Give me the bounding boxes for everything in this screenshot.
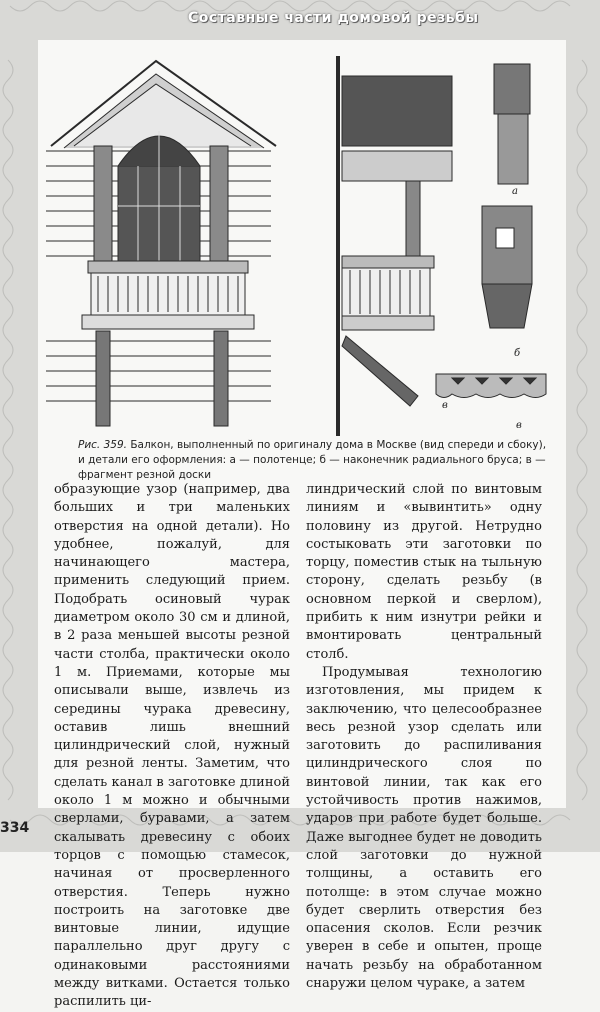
balcony-illustration [46, 56, 561, 436]
right-paragraph-2: Продумывая технологию изготовления, мы придем к заключению, что целесообразнее весь резной узор сделать или заготовить до распиливания цилиндрического слоя по винтовой линии, так как его устойчивость против нажимов, ударов при работе будет больше. Даже выгоднее будет не доводить слой заготовки до нужной толщины, а оставить его потолще: в этом случае можно будет сверлить отверстия без опасения сколов. Если резчик уверен в себе и опытен, проще начать резьбу на обработанном снаружи целом чураке, а затем [306, 664, 542, 992]
caption-line-1: Балкон, выполненный по оригиналу дома в Москве (вид спереди и сбоку), [130, 439, 547, 451]
figure-caption [78, 438, 558, 483]
detail-label-v-inset: в [442, 400, 448, 411]
detail-label-v: в [516, 420, 522, 431]
running-header: Составные части домовой резьбы [188, 10, 479, 26]
right-paragraph-1: линдрический слой по винтовым линиям и «вывинтить» одну половину из другой. Нетрудно состыковать эти заготовки по торцу, поместив стык на тыльную сторону, сделать резьбу (в основном перкой и сверлом), прибить к ним изнутри рейки и вмонтировать центральный столб. [306, 482, 542, 662]
detail-label-b: б [514, 348, 521, 359]
detail-label-a: а [512, 186, 518, 197]
figure-number: Рис. 359. [78, 439, 127, 451]
left-paragraph-1: образующие узор (например, два больших и три маленьких отверстия на одной детали). Но удобнее, пожалуй, для начинающего мастера, применить следующий прием. Подобрать осиновый чурак диаметром около 30 см и длиной, в 2 раза меньшей высоты резной части столба, практически около 1 м. Приемами, которые мы описывали выше, извлечь из середины чурака древесину, оставив лишь внешний цилиндрический слой, нужный для резной ленты. Заметим, что сделать канал в заготовке длиной около 1 м можно и обычными сверлами, буравами, а затем скалывать древесину с обоих торцов с помощью стамесок, начиная от просверленного отверстия. Теперь нужно построить на заготовке две винтовые линии, идущие параллельно друг другу с одинаковыми расстояниями между витками. Остается только распилить ци- [54, 482, 290, 1010]
caption-line-2: и детали его оформления: а — полотенце; б — наконечник радиального бруса; в — фрагмент резной доски [78, 454, 546, 481]
page-number: 334 [0, 820, 30, 836]
right-text-column [306, 481, 542, 993]
left-text-column [54, 481, 290, 1012]
